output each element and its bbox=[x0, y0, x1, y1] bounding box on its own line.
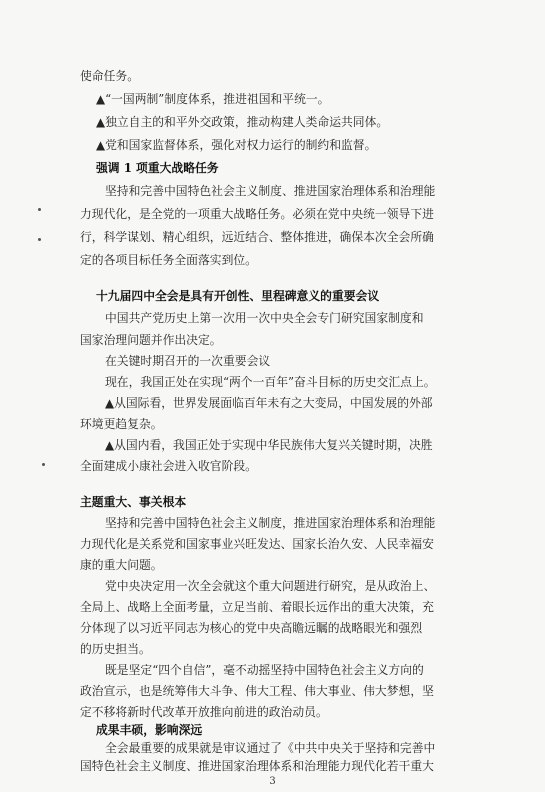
text-line: 定的各项目标任务全面落实到位。 bbox=[80, 253, 257, 267]
text-line: 坚持和完善中国特色社会主义制度、推进国家治理体系和治理能 bbox=[105, 184, 436, 198]
text-line: 全面建成小康社会进入收官阶段。 bbox=[80, 459, 257, 473]
bullet-line: ▲从国内看，我国正处于实现中华民族伟大复兴关键时期，决胜 bbox=[105, 438, 433, 452]
text-line: 在关键时期召开的一次重要会议 bbox=[105, 354, 271, 368]
text-line: 既是坚定“四个自信”，毫不动摇坚持中国特色社会主义方向的 bbox=[105, 663, 424, 677]
text-line: 全会最重要的成果就是审议通过了《中共中央关于坚持和完善中 bbox=[105, 741, 436, 755]
text-line: 现在，我国正处在实现“两个一百年”奋斗目标的历史交汇点上。 bbox=[105, 375, 436, 389]
text-line: 国特色社会主义制度、推进国家治理体系和治理能力现代化若干重大 bbox=[80, 759, 434, 773]
bullet-line: ▲党和国家监督体系，强化对权力运行的制约和监督。 bbox=[96, 138, 377, 152]
text-line: 国家治理问题并作出决定。 bbox=[80, 333, 222, 347]
text-line: 党中央决定用一次全会就这个重大问题进行研究，是从政治上、 bbox=[105, 579, 436, 593]
text-line: 康的重大问题。 bbox=[80, 558, 163, 572]
text-line: 坚持和完善中国特色社会主义制度，推进国家治理体系和治理能 bbox=[105, 516, 436, 530]
text-line: 的历史担当。 bbox=[80, 642, 151, 656]
section-heading: 主题重大、事关根本 bbox=[80, 495, 187, 509]
text-line: 政治宣示，也是统筹伟大斗争、伟大工程、伟大事业、伟大梦想，坚 bbox=[80, 684, 434, 698]
text-line: 全局上、战略上全面考量，立足当前、着眼长远作出的重大决策，充 bbox=[80, 600, 434, 614]
text-line: 分体现了以习近平同志为核心的党中央高瞻远瞩的战略眼光和强烈 bbox=[80, 621, 423, 635]
bullet-line: ▲独立自主的和平外交政策，推动构建人类命运共同体。 bbox=[96, 115, 389, 129]
bullet-line: ▲从国际看，世界发展面临百年未有之大变局，中国发展的外部 bbox=[105, 396, 433, 410]
margin-mark bbox=[42, 463, 45, 466]
page-number: 3 bbox=[269, 776, 276, 787]
bullet-line: ▲“一国两制”制度体系，推进祖国和平统一。 bbox=[96, 92, 330, 106]
text-line: 力现代化，是全党的一项重大战略任务。必须在党中央统一领导下进 bbox=[80, 207, 434, 221]
margin-mark bbox=[38, 238, 41, 241]
text-line: 使命任务。 bbox=[80, 69, 139, 83]
text-line: 行，科学谋划、精心组织，远近结合、整体推进，确保本次全会所确 bbox=[80, 230, 434, 244]
text-line: 中国共产党历史上第一次用一次中央全会专门研究国家制度和 bbox=[105, 311, 424, 325]
text-line: 环境更趋复杂。 bbox=[80, 417, 163, 431]
section-heading: 强调 1 项重大战略任务 bbox=[96, 161, 219, 175]
section-heading: 十九届四中全会是具有开创性、里程碑意义的重要会议 bbox=[96, 289, 380, 303]
text-line: 力现代化是关系党和国家事业兴旺发达、国家长治久安、人民幸福安 bbox=[80, 537, 434, 551]
text-line: 定不移将新时代改革开放推向前进的政治动员。 bbox=[80, 705, 328, 719]
section-heading: 成果丰硕，影响深远 bbox=[96, 723, 203, 737]
margin-mark bbox=[38, 208, 41, 211]
